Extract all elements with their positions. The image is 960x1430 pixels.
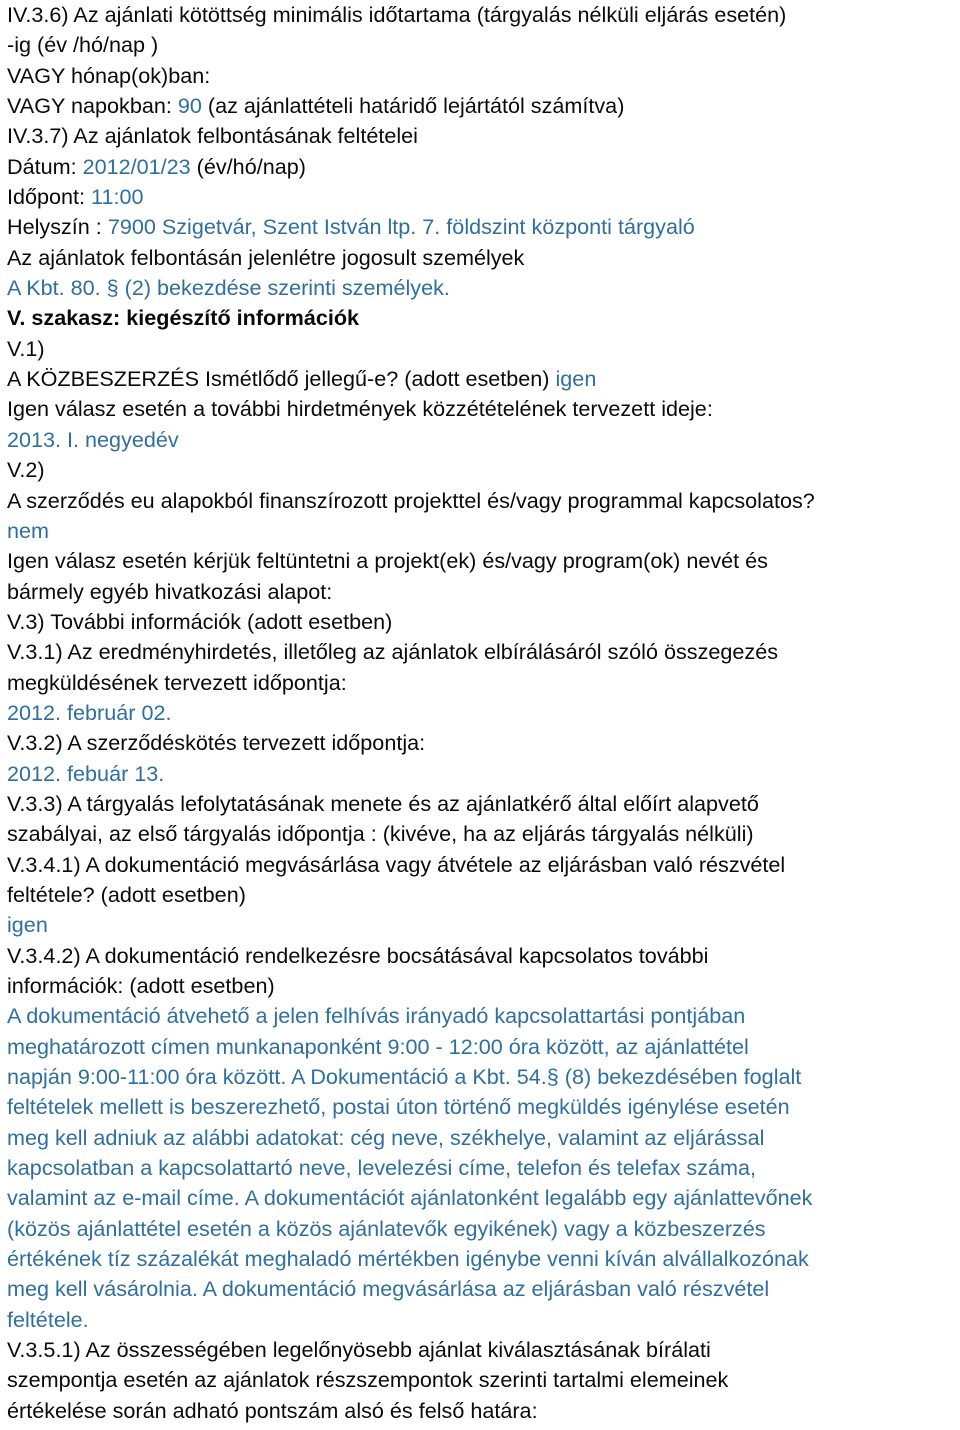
days-line [7,91,954,121]
documentation-text-line: feltételek mellett is beszerezhető, postai úton történő megküldés igénylése esetén [7,1094,790,1120]
section-v-3-4-1-line-1: V.3.4.1) A dokumentáció megvásárlása vagy átvétele az eljárásban való részvétel [7,851,786,877]
further-notices-question: Igen válasz esetén a további hirdetmények közzétételének tervezett ideje: [7,396,713,422]
deadline-date-line: -ig (év /hó/nap ) [7,32,159,58]
documentation-text-line: kapcsolatban a kapcsolattartó neve, levelezési címe, telefon és telefax száma, [7,1155,756,1181]
section-v-3-5-1-line-1: V.3.5.1) Az összességében legelőnyösebb ajánlat kiválasztásának bírálati [7,1337,711,1363]
time-line [7,182,954,212]
project-reference-line-1: Igen válasz esetén kérjük feltüntetni a projekt(ek) és/vagy program(ok) nevét és [7,548,768,574]
documentation-text-line: értékének tíz százalékát meghaladó mértékben igénybe venni kíván alvállalkozónak [7,1246,809,1272]
section-v-3-5-1-line-2: szempontja esetén az ajánlatok részszempontok szerinti tartalmi elemeinek [7,1367,729,1393]
section-v-3-heading: V.3) További információk (adott esetben) [7,608,393,634]
section-iv-3-7-heading: IV.3.7) Az ajánlatok felbontásának feltételei [7,123,418,149]
date-format: (év/hó/nap) [190,153,306,179]
eu-funds-question: A szerződés eu alapokból finanszírozott projekttel és/vagy programmal kapcsolatos? [7,487,815,513]
documentation-text-line: A dokumentáció átvehető a jelen felhívás irányadó kapcsolattartási pontjában [7,1003,746,1029]
attendees-heading: Az ajánlatok felbontásán jelenlétre jogosult személyek [7,244,525,270]
date-label: Dátum: [7,153,83,179]
section-iv-3-6-heading: IV.3.6) Az ajánlati kötöttség minimális időtartama (tárgyalás nélküli eljárás esetén) [7,2,787,27]
documentation-text-line: (közös ajánlattétel esetén a közös ajánlatevők egyikének) vagy a közbeszerzés [7,1215,766,1241]
further-notices-value: 2013. I. negyedév [7,426,179,452]
section-v-3-3-line-2: szabályai, az első tárgyalás időpontja : (kivéve, ha az eljárás tárgyalás nélküli) [7,821,754,847]
recurring-question: A KÖZBESZERZÉS Ismétlődő jellegű-e? (adott esetben) [7,366,556,392]
date-line [7,152,954,182]
section-v-3-1-line-2: megküldésének tervezett időpontja: [7,669,347,695]
time-label: Időpont: [7,184,92,210]
documentation-text-line: meg kell adniuk az alábbi adatokat: cég neve, székhelye, valamint az eljárással [7,1124,765,1150]
section-v-3-5-1-line-3: értékelése során adható pontszám alsó és felső határa: [7,1397,538,1423]
project-reference-line-2: bármely egyéb hivatkozási alapot: [7,578,333,604]
recurring-answer: igen [555,366,597,392]
documentation-purchase-answer: igen [7,912,48,938]
section-v-3-3-line-1: V.3.3) A tárgyalás lefolytatásának menete és az ajánlatkérő által előírt alapvető [7,790,759,816]
section-v-1-label: V.1) [7,335,45,361]
attendees-value: A Kbt. 80. § (2) bekezdése szerinti személyek. [7,275,450,301]
months-line: VAGY hónap(ok)ban: [7,62,211,88]
eu-funds-answer: nem [7,517,50,543]
location-value: 7900 Szigetvár, Szent István ltp. 7. földszint központi tárgyaló [107,214,695,240]
days-value: 90 [177,93,202,119]
results-date-value: 2012. február 02. [7,699,172,725]
section-v-3-4-2-line-1: V.3.4.2) A dokumentáció rendelkezésre bocsátásával kapcsolatos további [7,942,709,968]
contract-date-value: 2012. febuár 13. [7,760,165,786]
section-v-2-label: V.2) [7,457,45,483]
documentation-text-line: napján 9:00-11:00 óra között. A Dokumentáció a Kbt. 54.§ (8) bekezdésében foglalt [7,1064,802,1090]
section-v-3-4-2-line-2: információk: (adott esetben) [7,973,275,998]
time-value: 11:00 [91,184,144,210]
location-line [7,212,954,242]
location-label: Helyszín : [7,214,108,240]
section-v-heading: V. szakasz: kiegészítő információk [7,305,360,331]
recurring-line [7,364,954,394]
documentation-text-line: meghatározott címen munkanaponként 9:00 - 12:00 óra között, az ajánlattétel [7,1033,749,1059]
section-v-3-4-1-line-2: feltétele? (adott esetben) [7,881,246,907]
days-suffix: (az ajánlattételi határidő lejártától számítva) [201,93,625,119]
date-value: 2012/01/23 [82,153,191,179]
documentation-text-line: valamint az e-mail címe. A dokumentációt ajánlatonként legalább egy ajánlattevőnek [7,1185,813,1211]
days-label: VAGY napokban: [7,93,178,119]
section-v-3-2-label: V.3.2) A szerződéskötés tervezett időpontja: [7,730,426,756]
section-v-3-1-line-1: V.3.1) Az eredményhirdetés, illetőleg az ajánlatok elbírálásáról szóló összegezés [7,639,779,665]
documentation-text-line: feltétele. [7,1306,89,1332]
documentation-text-line: meg kell vásárolnia. A dokumentáció megvásárlása az eljárásban való részvétel [7,1276,770,1302]
